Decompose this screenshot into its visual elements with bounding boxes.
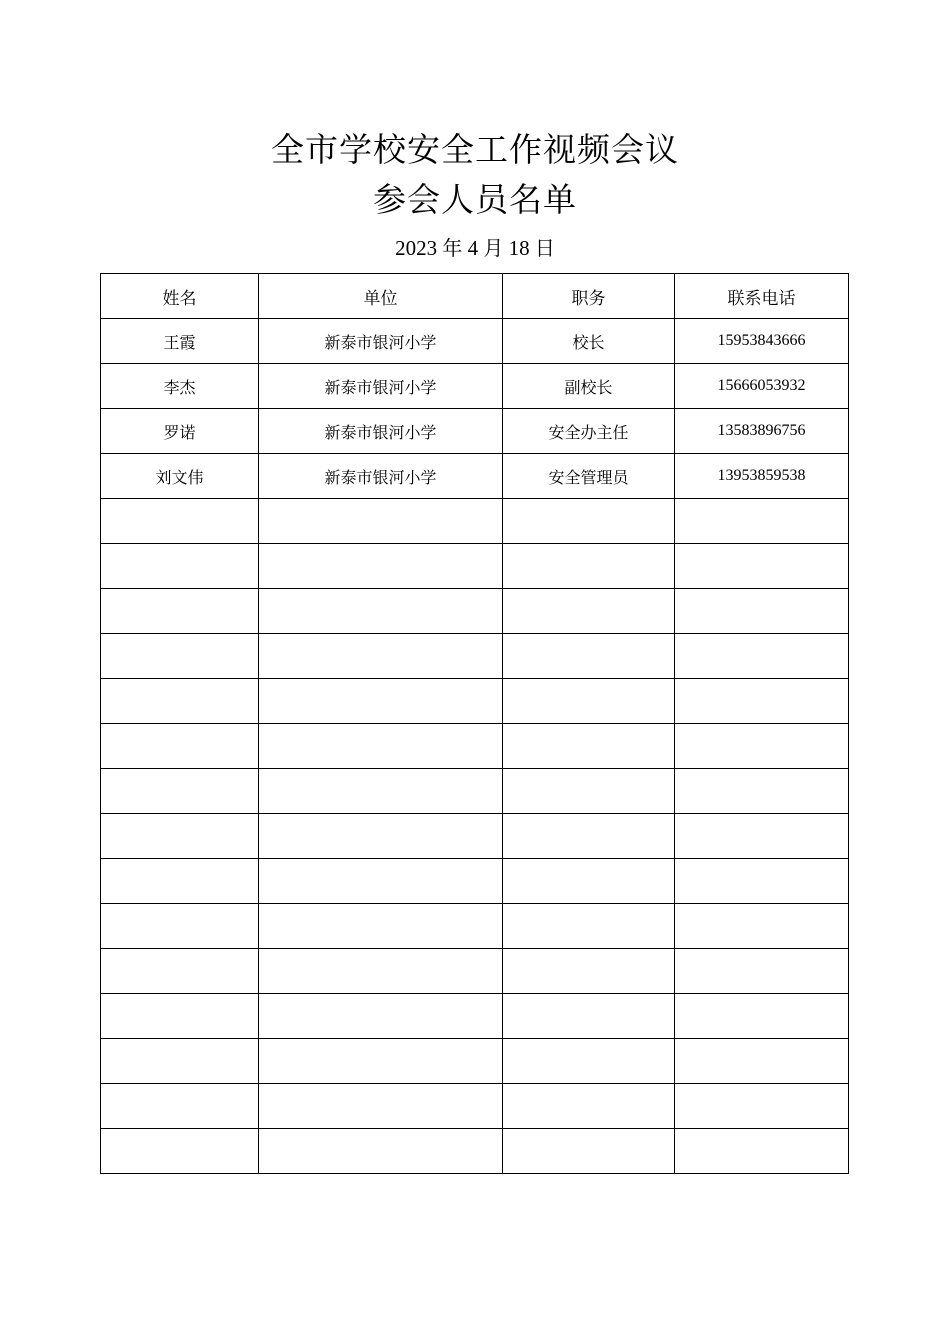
empty-cell [259, 634, 503, 679]
empty-cell [675, 859, 849, 904]
empty-cell [101, 544, 259, 589]
empty-cell [675, 499, 849, 544]
empty-cell [675, 679, 849, 724]
date-year-unit: 年 [442, 236, 463, 260]
cell-phone: 13953859538 [675, 454, 849, 499]
empty-cell [503, 679, 675, 724]
table-header-row [101, 274, 849, 319]
header-phone: 联系电话 [675, 274, 849, 319]
cell-unit: 新泰市银河小学 [259, 409, 503, 454]
empty-cell [101, 499, 259, 544]
empty-row [101, 1084, 849, 1129]
empty-row [101, 499, 849, 544]
empty-cell [259, 769, 503, 814]
empty-cell [101, 679, 259, 724]
empty-cell [675, 769, 849, 814]
cell-position: 安全管理员 [503, 454, 675, 499]
date-day-unit: 日 [534, 236, 555, 260]
date-day: 18 [508, 236, 530, 260]
empty-cell [675, 589, 849, 634]
cell-phone: 15666053932 [675, 364, 849, 409]
empty-cell [101, 814, 259, 859]
empty-cell [675, 994, 849, 1039]
empty-cell [259, 859, 503, 904]
empty-row [101, 1039, 849, 1084]
cell-unit: 新泰市银河小学 [259, 364, 503, 409]
empty-row [101, 724, 849, 769]
empty-cell [259, 679, 503, 724]
cell-position: 安全办主任 [503, 409, 675, 454]
header-unit: 单位 [259, 274, 503, 319]
attendee-table [100, 273, 849, 1174]
empty-cell [675, 724, 849, 769]
empty-cell [259, 1129, 503, 1174]
cell-phone: 13583896756 [675, 409, 849, 454]
table-row [101, 454, 849, 499]
cell-name: 罗诺 [101, 409, 259, 454]
empty-cell [503, 949, 675, 994]
empty-cell [101, 949, 259, 994]
empty-row [101, 589, 849, 634]
empty-cell [503, 859, 675, 904]
empty-cell [101, 1129, 259, 1174]
empty-cell [675, 1084, 849, 1129]
empty-cell [259, 1039, 503, 1084]
header-position: 职务 [503, 274, 675, 319]
page-subtitle: 参会人员名单 [373, 180, 577, 219]
empty-cell [259, 1084, 503, 1129]
empty-cell [101, 904, 259, 949]
cell-phone: 15953843666 [675, 319, 849, 364]
date-month-unit: 月 [483, 236, 504, 260]
empty-row [101, 679, 849, 724]
date-year: 2023 [395, 236, 438, 260]
empty-cell [675, 904, 849, 949]
empty-row [101, 814, 849, 859]
empty-row [101, 1129, 849, 1174]
table-row [101, 409, 849, 454]
cell-name: 李杰 [101, 364, 259, 409]
empty-cell [101, 724, 259, 769]
table-row [101, 364, 849, 409]
empty-cell [259, 499, 503, 544]
empty-cell [259, 724, 503, 769]
empty-cell [675, 814, 849, 859]
cell-unit: 新泰市银河小学 [259, 454, 503, 499]
empty-cell [503, 814, 675, 859]
empty-cell [503, 634, 675, 679]
empty-cell [101, 859, 259, 904]
empty-cell [675, 634, 849, 679]
cell-unit: 新泰市银河小学 [259, 319, 503, 364]
empty-cell [675, 1129, 849, 1174]
empty-cell [101, 634, 259, 679]
empty-cell [259, 589, 503, 634]
page-title: 全市学校安全工作视频会议 [271, 130, 679, 169]
empty-cell [259, 814, 503, 859]
cell-position: 校长 [503, 319, 675, 364]
empty-cell [259, 544, 503, 589]
empty-cell [503, 769, 675, 814]
empty-cell [259, 994, 503, 1039]
header-name: 姓名 [101, 274, 259, 319]
empty-cell [503, 994, 675, 1039]
empty-row [101, 904, 849, 949]
empty-cell [259, 904, 503, 949]
empty-cell [259, 949, 503, 994]
meeting-date [0, 234, 950, 262]
empty-row [101, 859, 849, 904]
empty-cell [675, 544, 849, 589]
empty-cell [101, 1039, 259, 1084]
empty-row [101, 634, 849, 679]
empty-cell [101, 769, 259, 814]
empty-row [101, 994, 849, 1039]
empty-cell [503, 589, 675, 634]
empty-cell [503, 499, 675, 544]
empty-row [101, 769, 849, 814]
empty-row [101, 949, 849, 994]
empty-cell [503, 904, 675, 949]
cell-name: 王霞 [101, 319, 259, 364]
date-month: 4 [467, 236, 479, 260]
empty-cell [675, 1039, 849, 1084]
cell-name: 刘文伟 [101, 454, 259, 499]
empty-cell [101, 589, 259, 634]
empty-cell [101, 1084, 259, 1129]
cell-position: 副校长 [503, 364, 675, 409]
empty-cell [101, 994, 259, 1039]
empty-cell [503, 1129, 675, 1174]
empty-cell [675, 949, 849, 994]
empty-cell [503, 1084, 675, 1129]
empty-row [101, 544, 849, 589]
table-row [101, 319, 849, 364]
empty-cell [503, 1039, 675, 1084]
empty-cell [503, 544, 675, 589]
empty-cell [503, 724, 675, 769]
